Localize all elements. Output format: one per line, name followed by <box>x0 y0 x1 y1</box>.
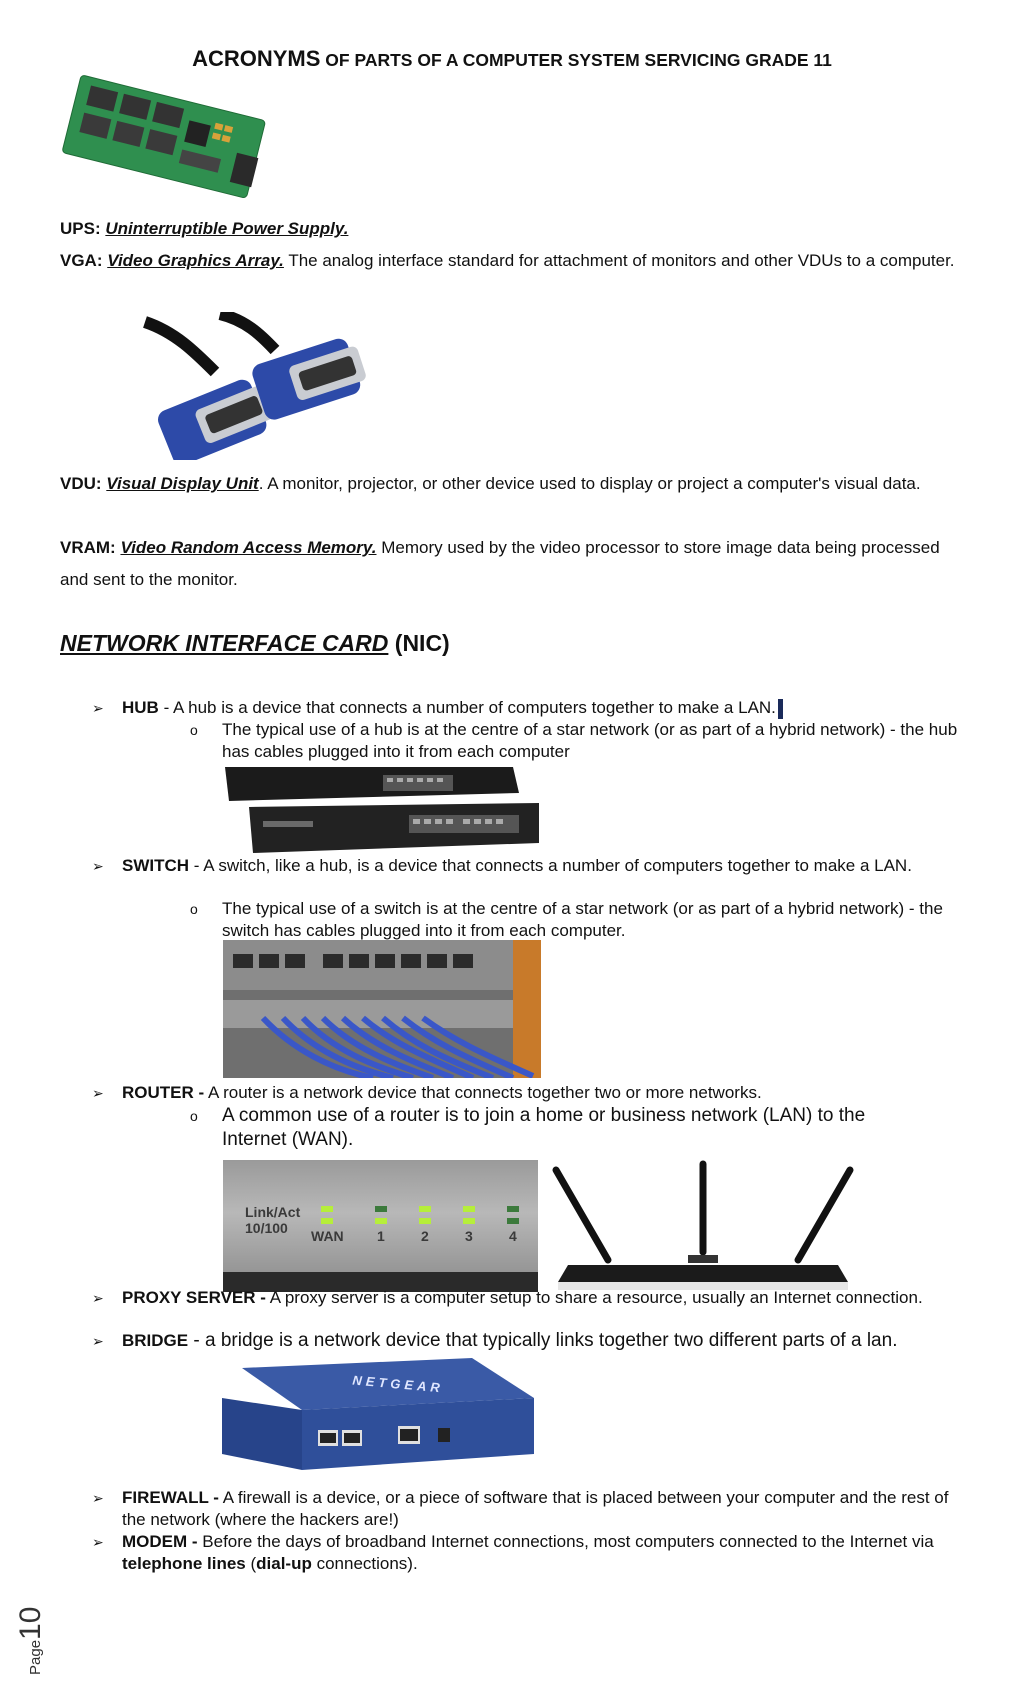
proxy-server-bullet: ➢ PROXY SERVER - A proxy server is a computer setup to share a resource, usually an Internet connection. <box>92 1288 923 1307</box>
vdu-definition: VDU: Visual Display Unit. A monitor, projector, or other device used to display or project a computer's visual data. <box>60 474 921 493</box>
wan-label: WAN <box>311 1228 344 1244</box>
router-sub-bullet: o A common use of a router is to join a home or business network (LAN) to the Internet (WAN). <box>190 1105 866 1150</box>
firewall-bullet: ➢ FIREWALL - A firewall is a device, or a piece of software that is placed between your computer and the rest of the network (where the hackers are!) <box>92 1488 949 1529</box>
switch-sub-bullet: o The typical use of a switch is at the centre of a star network (or as part of a hybrid network) - the switch has cables plugged into it from each computer. <box>190 899 943 940</box>
link-act-label: Link/Act <box>245 1204 301 1220</box>
vga-cable-image <box>135 312 385 460</box>
ups-definition: UPS: Uninterruptible Power Supply. <box>60 219 349 238</box>
arrow-bullet-icon: ➢ <box>92 1490 104 1506</box>
arrow-bullet-icon: ➢ <box>92 1290 104 1306</box>
arrow-bullet-icon: ➢ <box>92 1534 104 1550</box>
arrow-bullet-icon: ➢ <box>92 858 104 874</box>
circle-bullet-icon: o <box>190 1108 198 1124</box>
hub-bullet: ➢ HUB - A hub is a device that connects a number of computers together to make a LAN. <box>92 697 972 719</box>
bridge-bullet: ➢ BRIDGE - a bridge is a network device that typically links together two different parts of a lan. <box>92 1330 898 1351</box>
port-label: 1 <box>377 1228 385 1244</box>
netgear-bridge-image <box>222 1358 540 1474</box>
text-cursor-icon <box>778 699 783 719</box>
ssd-circuit-board-image <box>60 75 270 205</box>
circle-bullet-icon: o <box>190 722 198 738</box>
circle-bullet-icon: o <box>190 901 198 917</box>
router-bullet: ➢ ROUTER - A router is a network device that connects together two or more networks. <box>92 1083 762 1102</box>
switch-cables-image <box>223 940 541 1078</box>
vga-definition: VGA: Video Graphics Array. The analog interface standard for attachment of monitors and other VDUs to a computer. <box>60 251 955 270</box>
nic-heading: NETWORK INTERFACE CARD (NIC) <box>60 630 450 656</box>
switch-bullet: ➢ SWITCH - A switch, like a hub, is a device that connects a number of computers together to make a LAN. <box>92 856 912 875</box>
modem-bullet: ➢ MODEM - Before the days of broadband Internet connections, most computers connected to the Internet via telephone lines (dial-up connections). <box>92 1532 934 1573</box>
bridge-brand-text: NETGEAR <box>351 1372 445 1396</box>
hub-sub-bullet: o The typical use of a hub is at the centre of a star network (or as part of a hybrid network) - the hub has cables plugged into it from each computer <box>190 720 958 761</box>
port-label: 3 <box>465 1228 473 1244</box>
port-label: 4 <box>509 1228 517 1244</box>
router-port-panel-image <box>223 1160 538 1292</box>
arrow-bullet-icon: ➢ <box>92 1085 104 1101</box>
arrow-bullet-icon: ➢ <box>92 700 104 716</box>
page-number: Page10 <box>14 1606 47 1675</box>
speed-label: 10/100 <box>245 1220 288 1236</box>
arrow-bullet-icon: ➢ <box>92 1333 104 1349</box>
vram-definition: VRAM: Video Random Access Memory. Memory used by the video processor to store image data being processed and sent to the monitor. <box>60 538 940 589</box>
port-label: 2 <box>421 1228 429 1244</box>
page-title: ACRONYMS OF PARTS OF A COMPUTER SYSTEM SERVICING GRADE 11 <box>192 46 832 71</box>
hub-device-image <box>223 763 543 855</box>
wireless-router-image <box>548 1160 858 1295</box>
